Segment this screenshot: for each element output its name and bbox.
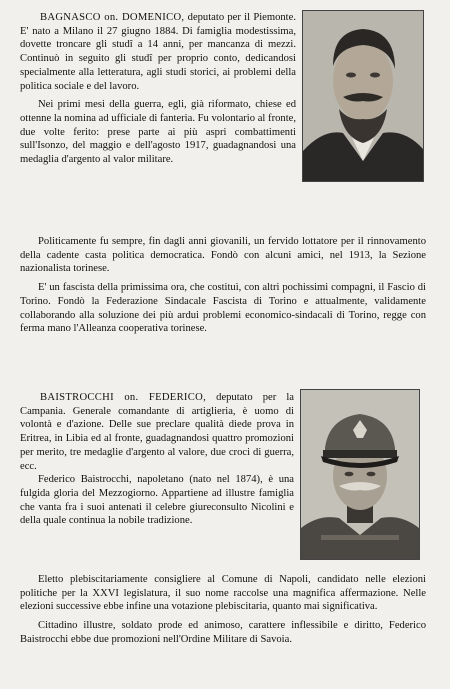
entry-bagnasco-paragraph-1: deputato per il Piemonte. E' nato a Milano il 27 giugno 1884. Di famiglia modestissima, dovette troncare gli studî a 14 anni, per mancanza di mezzi. Continuò in seguito gli studî per proprio conto, dedicandosi specialmente alla letteratura, agli studi storici, ai problemi della politica sociale e del lavoro.	[20, 12, 296, 92]
entry-bagnasco-text-bottom	[20, 235, 426, 336]
entry-baistrocchi-paragraph-4: Cittadino illustre, soldato prode ed animoso, carattere inflessibile e diritto, Federico Baistrocchi ebbe due promozioni nell'Ordine Militare di Savoia.	[20, 620, 426, 645]
entry-bagnasco-paragraph-2: Nei primi mesi della guerra, egli, già riformato, chiese ed ottenne la nomina ad ufficiale di fanteria. Fu volontario al fronte, due volte ferito: prese parte ai più aspri combattimenti sull'Isonzo, del maggio e dell'agosto 1917, guadagnandosi una medaglia d'argento al valor militare.	[20, 99, 296, 166]
portrait-baistrocchi-image	[301, 390, 419, 559]
entry-baistrocchi-text-top	[20, 391, 294, 528]
entry-bagnasco-intro	[20, 11, 296, 93]
entry-bagnasco-text-top	[20, 11, 296, 167]
entry-baistrocchi-paragraph-3: Eletto plebiscitariamente consigliere al Comune di Napoli, candidato nelle elezioni politiche per la XXVI legislatura, il suo nome raccolse una magnifica affermazione. Nelle elezioni successive ebbe infine una votazione plebiscitaria, quanto mai significativa.	[20, 574, 426, 613]
entry-bagnasco-paragraph-3: Politicamente fu sempre, fin dagli anni giovanili, un fervido lottatore per il rinnovamento della cadente casta politica democratica. Fondò con alcuni amici, nel 1913, la Sezione nazionalista torinese.	[20, 236, 426, 275]
entry-baistrocchi-text-bottom	[20, 573, 426, 647]
entry-baistrocchi-paragraph-1: deputato per la Campania. Generale comandante di artiglieria, è uomo di volontà e d'azione. Delle sue preclare qualità diede prova in Eritrea, in Libia ed al fronte, guadagnandosi quattro promozioni per merito, tre medaglie d'argento al valore, due croci di guerra, ecc.	[20, 392, 294, 472]
entry-baistrocchi-paragraph-2: Federico Baistrocchi, napoletano (nato nel 1874), è una fulgida gloria del Mezzogiorno. Appartiene ad illustre famiglia che vanta fra i suoi antenati il celebre giureconsulto Nicolini e della quale continua la nobile tradizione.	[20, 474, 294, 527]
entry-baistrocchi-intro	[20, 391, 294, 473]
entry-bagnasco-paragraph-4: E' un fascista della primissima ora, che costituì, con altri pochissimi compagni, il Fascio di Torino. Fondò la Federazione Sindacale Fascista di Torino e attualmente, validamente collaborando alla soluzione dei più ardui problemi economico-sindacali di Torino, regge con ferma mano l'Alleanza cooperativa torinese.	[20, 282, 426, 335]
entry-baistrocchi-heading: BAISTROCCHI on. FEDERICO,	[40, 392, 207, 403]
portrait-baistrocchi	[300, 389, 420, 560]
portrait-bagnasco	[302, 10, 424, 182]
portrait-bagnasco-image	[303, 11, 423, 181]
entry-bagnasco-heading: BAGNASCO on. DOMENICO,	[40, 12, 185, 23]
